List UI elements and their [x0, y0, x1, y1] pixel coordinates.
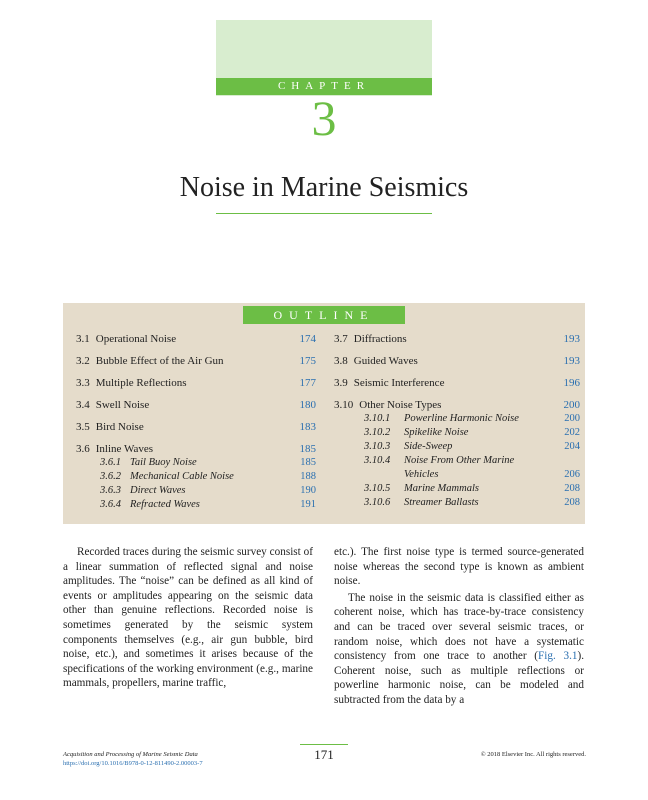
outline-right-column [334, 333, 580, 511]
toc-subentry-title: Side-Sweep [404, 441, 453, 452]
toc-subentry[interactable] [334, 455, 580, 469]
toc-subentry[interactable] [334, 497, 580, 511]
toc-entry-label [76, 399, 149, 411]
paragraph [334, 591, 584, 708]
chapter-title: Noise in Marine Seismics [179, 172, 469, 203]
toc-subentry-number: 3.6.2 [100, 471, 121, 482]
toc-entry-title: Multiple Reflections [95, 377, 187, 389]
outline-label: OUTLINE [243, 306, 405, 324]
toc-entry-page: 200 [563, 399, 580, 411]
toc-entry-title: Bird Noise [95, 421, 144, 433]
toc-entry[interactable] [76, 421, 316, 443]
toc-entry[interactable] [76, 333, 316, 355]
toc-entry-label [76, 355, 224, 367]
body-column-left [63, 545, 313, 693]
toc-entry-label [76, 333, 176, 345]
toc-entry[interactable] [334, 333, 580, 355]
toc-subentry-page: 185 [300, 457, 316, 468]
toc-subentry-title: Tail Buoy Noise [130, 457, 197, 468]
toc-subentry-title: Vehicles [404, 469, 439, 480]
toc-entry-label [334, 355, 418, 367]
book-title: Acquisition and Processing of Marine Seismic Data [63, 751, 198, 758]
paragraph-text: ). Coherent noise, such as multiple reflections or powerline harmonic noise, can be modeled and subtracted from the data by a [334, 650, 584, 706]
toc-entry-page: 175 [299, 355, 316, 367]
toc-subentry-title: Streamer Ballasts [404, 497, 479, 508]
paragraph-text: The noise in the seismic data is classified either as coherent noise, which has trace-by-trace consistency and can be traced over several seismic traces, or random noise, which does not have a systematic consistency from one trace to another ( [334, 591, 584, 663]
toc-entry-number: 3.3 [76, 377, 90, 389]
toc-entry-page: 174 [299, 333, 316, 345]
paragraph: etc.). The first noise type is termed source-generated noise whereas the second type is known as ambient noise. [334, 546, 584, 588]
toc-entry-title: Bubble Effect of the Air Gun [95, 355, 224, 367]
toc-entry-page: 196 [563, 377, 580, 389]
toc-entry-title: Swell Noise [95, 399, 150, 411]
toc-entry-label [334, 377, 444, 389]
footer-citation [63, 750, 203, 768]
toc-entry[interactable] [76, 443, 316, 457]
toc-subentry-title: Mechanical Cable Noise [130, 471, 234, 482]
toc-subentry-number: 3.10.6 [364, 497, 391, 508]
toc-subentry-number: 3.10.4 [364, 455, 391, 466]
toc-entry-label [76, 377, 186, 389]
toc-entry[interactable] [334, 399, 580, 413]
toc-subentry[interactable] [76, 471, 316, 485]
toc-entry-page: 180 [299, 399, 316, 411]
chapter-label: CHAPTER [216, 78, 432, 95]
toc-entry-number: 3.9 [334, 377, 348, 389]
toc-subentry[interactable] [334, 469, 580, 483]
toc-subentry-page: 191 [300, 499, 316, 510]
toc-entry-page: 177 [299, 377, 316, 389]
toc-subentry-page: 204 [564, 441, 580, 452]
toc-entry-title: Operational Noise [95, 333, 177, 345]
toc-subentry-number: 3.10.2 [364, 427, 391, 438]
toc-subentry-title: Spikelike Noise [404, 427, 469, 438]
page-number: 171 [314, 747, 334, 762]
toc-subentry[interactable] [76, 499, 316, 513]
toc-entry-label [334, 399, 441, 411]
toc-subentry-number: 3.6.3 [100, 485, 121, 496]
toc-entry-number: 3.7 [334, 333, 348, 345]
toc-subentry-number: 3.10.5 [364, 483, 391, 494]
toc-entry-label [334, 333, 407, 345]
toc-subentry-number: 3.10.3 [364, 441, 391, 452]
toc-entry-number: 3.6 [76, 443, 90, 455]
toc-entry[interactable] [334, 355, 580, 377]
toc-entry-number: 3.4 [76, 399, 90, 411]
toc-entry-page: 183 [299, 421, 316, 433]
toc-entry-number: 3.8 [334, 355, 348, 367]
toc-subentry-title: Noise From Other Marine [404, 455, 515, 466]
toc-subentry-page: 190 [300, 485, 316, 496]
toc-entry-number: 3.5 [76, 421, 90, 433]
toc-subentry-page: 202 [564, 427, 580, 438]
toc-subentry-page: 206 [564, 469, 580, 480]
toc-subentry-page: 208 [564, 497, 580, 508]
toc-subentry-title: Powerline Harmonic Noise [404, 413, 519, 424]
toc-subentry-page: 208 [564, 483, 580, 494]
toc-subentry-page: 188 [300, 471, 316, 482]
toc-subentry-title: Refracted Waves [130, 499, 200, 510]
toc-entry-title: Inline Waves [95, 443, 154, 455]
toc-subentry-number: 3.6.1 [100, 457, 121, 468]
title-divider [216, 213, 432, 214]
toc-entry[interactable] [76, 355, 316, 377]
toc-subentry[interactable] [334, 413, 580, 427]
toc-entry-label [76, 421, 144, 433]
toc-entry-title: Other Noise Types [359, 399, 442, 411]
toc-subentry[interactable] [334, 427, 580, 441]
footer-divider [300, 744, 348, 745]
toc-entry-number: 3.2 [76, 355, 90, 367]
toc-entry-number: 3.10 [334, 399, 354, 411]
toc-entry[interactable] [76, 377, 316, 399]
body-column-right [334, 545, 584, 710]
toc-subentry-number: 3.6.4 [100, 499, 121, 510]
chapter-number: 3 [311, 90, 337, 146]
toc-subentry[interactable] [76, 457, 316, 471]
toc-entry[interactable] [334, 377, 580, 399]
toc-entry-label [76, 443, 153, 455]
toc-entry-number: 3.1 [76, 333, 90, 345]
toc-entry[interactable] [76, 399, 316, 421]
toc-subentry[interactable] [334, 483, 580, 497]
toc-entry-title: Guided Waves [353, 355, 418, 367]
toc-entry-title: Diffractions [353, 333, 407, 345]
toc-subentry[interactable] [76, 485, 316, 499]
toc-subentry-number: 3.10.1 [364, 413, 391, 424]
figure-link[interactable]: Fig. 3.1 [538, 650, 578, 663]
toc-entry-page: 193 [563, 333, 580, 345]
toc-entry-title: Seismic Interference [353, 377, 445, 389]
toc-entry-page: 193 [563, 355, 580, 367]
toc-subentry-title: Direct Waves [130, 485, 186, 496]
doi-link[interactable]: https://doi.org/10.1016/B978-0-12-811490-2.00003-7 [63, 760, 203, 767]
toc-subentry[interactable] [334, 441, 580, 455]
toc-subentry-title: Marine Mammals [404, 483, 479, 494]
outline-left-column [76, 333, 316, 513]
toc-subentry-page: 200 [564, 413, 580, 424]
toc-entry-page: 185 [299, 443, 316, 455]
copyright: © 2018 Elsevier Inc. All rights reserved. [480, 751, 586, 758]
paragraph: Recorded traces during the seismic survey consist of a linear summation of reflected signal and noise amplitudes. The “noise” can be defined as all kind of events or amplitudes appearing on the seismic data other than genuine reflections. Recorded noise is sometimes generated by the seismic system components themselves (e.g., air gun bubble, bird noise, etc.), and sometimes it arises because of the specifications of the working environment (e.g., marine mammals, propellers, marine traffic, [63, 546, 313, 690]
